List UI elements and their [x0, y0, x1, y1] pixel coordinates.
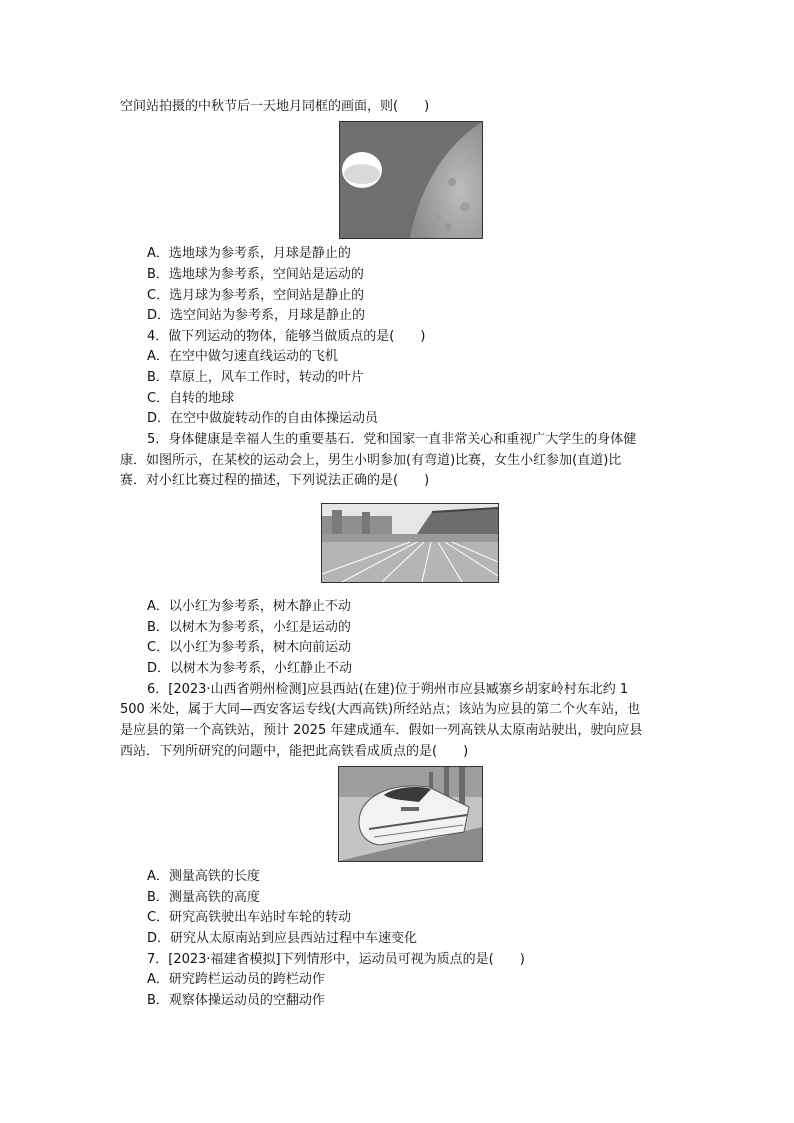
running-track-photo — [321, 503, 499, 583]
q6-stem-line-1: 6．[2023·山西省朔州检测]应县西站(在建)位于朔州市应县臧寨乡胡家岭村东北约 1 — [147, 682, 629, 697]
q5-stem-line-2: 康．如图所示，在某校的运动会上，男生小明参加(有弯道)比赛，女生小红参加(直道)比 — [120, 453, 622, 468]
q3-option-d: D．选空间站为参考系，月球是静止的 — [147, 308, 366, 323]
q3-option-a: A．选地球为参考系，月球是静止的 — [147, 246, 351, 261]
q6-option-d: D．研究从太原南站到应县西站过程中车速变化 — [147, 931, 418, 946]
q6-option-c: C．研究高铁驶出车站时车轮的转动 — [147, 910, 352, 925]
q7-stem: 7．[2023·福建省模拟]下列情形中，运动员可视为质点的是( ) — [147, 952, 525, 967]
q6-option-b: B．测量高铁的高度 — [147, 890, 260, 905]
q4-option-b: B．草原上，风车工作时，转动的叶片 — [147, 370, 364, 385]
q6-stem-line-4: 西站．下列所研究的问题中，能把此高铁看成质点的是( ) — [120, 744, 469, 759]
q3-option-b: B．选地球为参考系，空间站是运动的 — [147, 267, 364, 282]
q3-option-c: C．选月球为参考系，空间站是静止的 — [147, 288, 365, 303]
q6-stem-line-2: 500 米处，属于大同—西安客运专线(大西高铁)所经站点；该站为应县的第二个火车站，也 — [120, 702, 641, 717]
high-speed-train-photo — [338, 766, 483, 862]
q6-option-a: A．测量高铁的长度 — [147, 869, 260, 884]
q5-option-b: B．以树木为参考系，小红是运动的 — [147, 620, 351, 635]
q4-option-c: C．自转的地球 — [147, 391, 235, 406]
q5-stem-line-3: 赛．对小红比赛过程的描述，下列说法正确的是( ) — [120, 473, 430, 488]
q5-option-a: A．以小红为参考系，树木静止不动 — [147, 599, 351, 614]
q7-option-b: B．观察体操运动员的空翻动作 — [147, 993, 325, 1008]
q4-option-d: D．在空中做旋转动作的自由体操运动员 — [147, 411, 379, 426]
q5-option-c: C．以小红为参考系，树木向前运动 — [147, 640, 352, 655]
earth-moon-photo — [339, 121, 483, 239]
q5-stem-line-1: 5．身体健康是幸福人生的重要基石．党和国家一直非常关心和重视广大学生的身体健 — [147, 432, 637, 447]
q5-option-d: D．以树木为参考系，小红静止不动 — [147, 661, 353, 676]
q3-stem-tail: 空间站拍摄的中秋节后一天地月同框的画面，则( ) — [120, 99, 430, 114]
q7-option-a: A．研究跨栏运动员的跨栏动作 — [147, 972, 325, 987]
q4-option-a: A．在空中做匀速直线运动的飞机 — [147, 349, 338, 364]
q4-stem: 4．做下列运动的物体，能够当做质点的是( ) — [147, 329, 426, 344]
q6-stem-line-3: 是应县的第一个高铁站，预计 2025 年建成通车．假如一列高铁从太原南站驶出，驶向应县 — [120, 723, 643, 738]
